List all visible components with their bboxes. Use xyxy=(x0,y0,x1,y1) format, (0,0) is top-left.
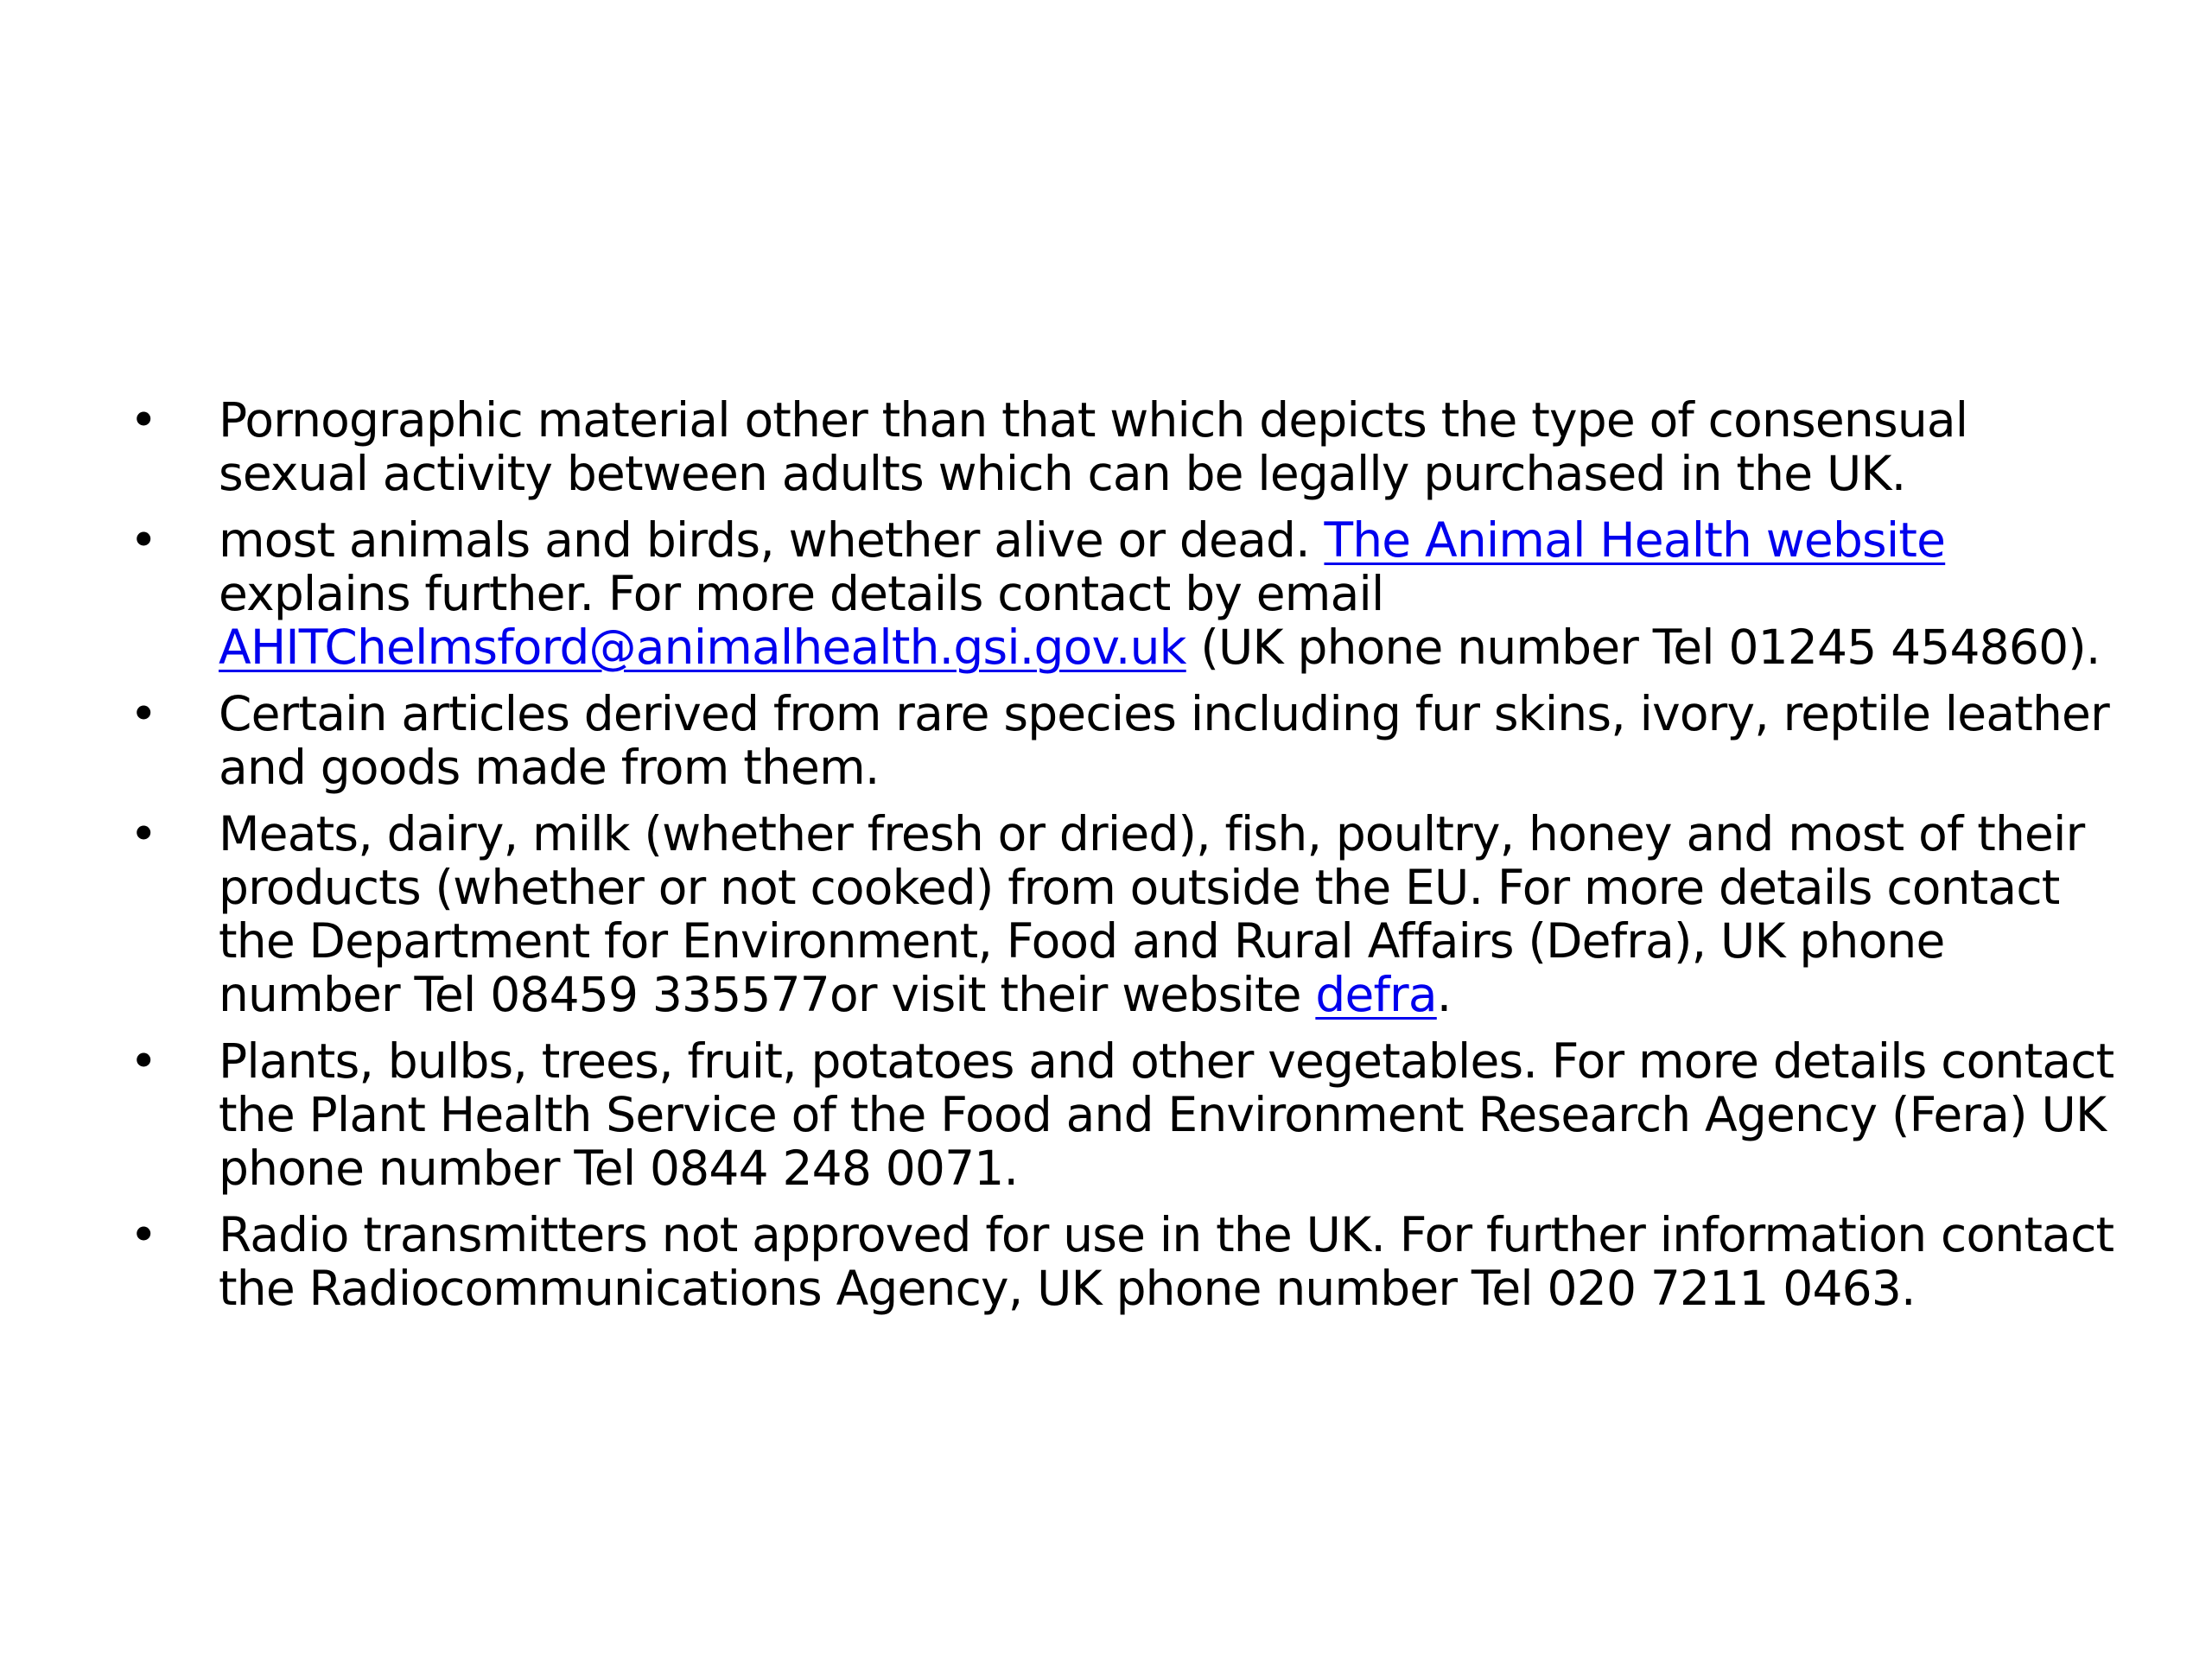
list-item-text: most animals and birds, whether alive or dead. xyxy=(219,512,1325,568)
bullet-icon: • xyxy=(130,1033,157,1089)
ahit-email-link[interactable]: AHITChelmsford@animalhealth.gsi.gov.uk xyxy=(219,620,1186,675)
list-item-plants xyxy=(130,1034,2117,1195)
list-item-meats-dairy xyxy=(130,807,2117,1021)
list-item-text: Radio transmitters not approved for use in the UK. For further information contact the Radiocommunications Agency, UK phone number Tel 020 7211 0463. xyxy=(219,1207,2114,1316)
bullet-icon: • xyxy=(130,512,157,568)
list-item-radio-transmitters xyxy=(130,1208,2117,1315)
list-item-text: explains further. For more details contact by email xyxy=(219,566,1384,621)
bullet-list xyxy=(130,393,2117,1328)
list-item-pornographic-material xyxy=(130,393,2117,500)
defra-link[interactable]: defra xyxy=(1315,967,1437,1022)
animal-health-website-link[interactable]: The Animal Health website xyxy=(1324,512,1946,568)
list-item-text: Pornographic material other than that which depicts the type of consensual sexual activity between adults which can be legally purchased in the UK. xyxy=(219,392,1968,501)
list-item-text: Certain articles derived from rare species including fur skins, ivory, reptile leather and goods made from them. xyxy=(219,686,2109,795)
list-item-text: Meats, dairy, milk (whether fresh or dried), fish, poultry, honey and most of their products (whether or not cooked) from outside the EU. For more details contact the Department for Environment, Food and Rural Affairs (Defra), UK phone number Tel 08459 335577or visit their website xyxy=(219,806,2085,1022)
list-item-rare-species xyxy=(130,687,2117,794)
bullet-icon: • xyxy=(130,806,157,861)
list-item-text: (UK phone number Tel 01245 454860). xyxy=(1185,620,2101,675)
bullet-icon: • xyxy=(130,1207,157,1262)
list-item-text: Plants, bulbs, trees, fruit, potatoes and other vegetables. For more details contact the Plant Health Service of the Food and Environment Research Agency (Fera) UK phone number Tel 0844 248 0071. xyxy=(219,1033,2114,1196)
list-item-text: . xyxy=(1436,967,1452,1022)
list-item-animals-and-birds xyxy=(130,513,2117,674)
bullet-icon: • xyxy=(130,686,157,741)
bullet-icon: • xyxy=(130,392,157,448)
